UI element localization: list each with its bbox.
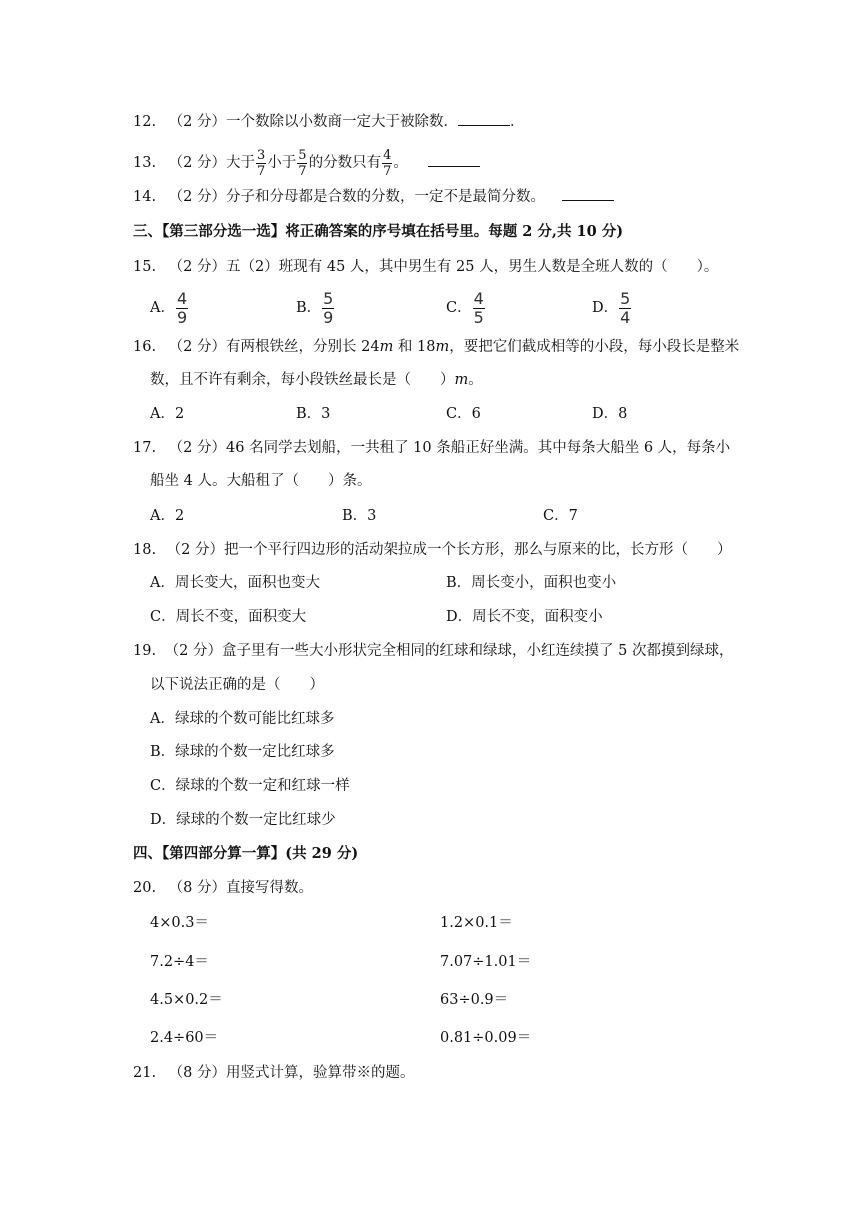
question-17 (133, 438, 730, 458)
question-18 (133, 540, 732, 560)
calc-item: 63÷0.9＝ (440, 992, 509, 1008)
question-21 (133, 1063, 415, 1083)
question-number: 19. (133, 643, 157, 659)
question-17-continued: 船坐 4 人。大船租了（ ）条。 (150, 473, 372, 489)
question-number: 14. (133, 189, 157, 205)
option-b[interactable]: B．3 (296, 406, 331, 422)
question-13: 13. （2 分）大于 $\frac{3}{7}$ 小于 $\frac{5}{7}$ 的分数只有 $\frac{4}{7}$ 。 (133, 146, 480, 180)
question-text: （2 分）把一个平行四边形的活动架拉成一个长方形，那么与原来的比，长方形（ ） (166, 542, 732, 558)
calc-item: 0.81÷0.09＝ (440, 1030, 532, 1046)
option-c[interactable]: C．7 (543, 508, 578, 524)
calc-item: 2.4÷60＝ (150, 1030, 219, 1046)
option-a[interactable]: A．绿球的个数可能比红球多 (150, 711, 335, 727)
question-19 (133, 641, 733, 661)
calc-item: 4.5×0.2＝ (150, 992, 223, 1008)
option-a[interactable]: A．2 (150, 508, 185, 524)
fraction: $\frac{4}{5}$ (473, 288, 484, 327)
question-text: （8 分）用竖式计算，验算带※的题。 (168, 1065, 415, 1081)
fraction: $\frac{5}{7}$ (298, 147, 307, 179)
calc-item: 4×0.3＝ (150, 915, 209, 931)
fraction: $\frac{4}{9}$ (176, 288, 188, 327)
answer-blank[interactable] (562, 187, 614, 201)
option-d[interactable]: D． $\frac{5}{4}$ (592, 288, 631, 327)
option-b[interactable]: B．绿球的个数一定比红球多 (150, 744, 335, 760)
answer-blank[interactable] (458, 112, 510, 126)
option-c[interactable]: C．绿球的个数一定和红球一样 (150, 778, 350, 794)
question-19-continued: 以下说法正确的是（ ） (150, 677, 324, 693)
option-c[interactable]: C． $\frac{4}{5}$ (446, 288, 484, 327)
question-text: （2 分）46 名同学去划船，一共租了 10 条船正好坐满。其中每条大船坐 6 人，每条小 (168, 440, 731, 456)
question-number: 16. (133, 339, 157, 355)
option-d[interactable]: D．8 (592, 406, 628, 422)
section-3-heading: 三、【第三部分选一选】将正确答案的序号填在括号里。每题 2 分,共 10 分) (133, 223, 624, 240)
option-b[interactable]: B．周长变小，面积也变小 (446, 575, 617, 591)
question-16 (133, 337, 739, 357)
fraction: $\frac{5}{9}$ (323, 288, 334, 327)
option-c[interactable]: C．周长不变，面积变大 (150, 609, 307, 625)
option-b[interactable]: B． $\frac{5}{9}$ (296, 288, 334, 327)
question-number: 17. (133, 440, 157, 456)
option-a[interactable]: A．周长变大，面积也变大 (150, 575, 320, 591)
option-b[interactable]: B．3 (342, 508, 377, 524)
question-text: （8 分）直接写得数。 (168, 880, 314, 896)
option-d[interactable]: D．周长不变，面积变小 (446, 609, 603, 625)
fraction: $\frac{3}{7}$ (257, 147, 266, 179)
calc-item: 7.07÷1.01＝ (440, 954, 532, 970)
question-12: 12. （2 分）一个数除以小数商一定大于被除数． ． (133, 114, 525, 130)
calc-item: 7.2÷4＝ (150, 954, 209, 970)
fraction: $\frac{5}{4}$ (620, 288, 631, 327)
question-number: 20. (133, 880, 157, 896)
question-number: 15. (133, 259, 157, 275)
question-text: （2 分）五（2）班现有 45 人，其中男生有 25 人，男生人数是全班人数的（ ）。 (168, 259, 719, 275)
answer-blank[interactable] (428, 153, 480, 167)
question-text: （2 分）有两根铁丝，分别长 24m 和 18m，要把它们截成相等的小段，每小段长是整米 (168, 339, 740, 355)
question-20 (133, 878, 313, 898)
calc-item: 1.2×0.1＝ (440, 915, 513, 931)
question-15 (133, 257, 718, 277)
question-16-continued: 数，且不许有剩余，每小段铁丝最长是（ ）m。 (150, 372, 483, 388)
option-a[interactable]: A．2 (150, 406, 185, 422)
question-number: 12. (133, 114, 157, 130)
question-number: 18. (133, 542, 157, 558)
question-text: （2 分）大于 (168, 155, 256, 171)
section-4-heading: 四、【第四部分算一算】(共 29 分) (133, 845, 359, 862)
question-text: （2 分）分子和分母都是合数的分数，一定不是最简分数。 (168, 189, 546, 205)
option-a[interactable]: A． $\frac{4}{9}$ (150, 288, 188, 327)
option-c[interactable]: C．6 (446, 406, 481, 422)
option-d[interactable]: D．绿球的个数一定比红球少 (150, 812, 336, 828)
question-number: 21. (133, 1065, 157, 1081)
question-14 (133, 187, 614, 207)
fraction: $\frac{4}{7}$ (383, 147, 392, 179)
question-text: （2 分）盒子里有一些大小形状完全相同的红球和绿球，小红连续摸了 5 次都摸到绿球， (164, 643, 734, 659)
question-number: 13. (133, 155, 157, 171)
question-text: （2 分）一个数除以小数商一定大于被除数． (168, 114, 459, 130)
